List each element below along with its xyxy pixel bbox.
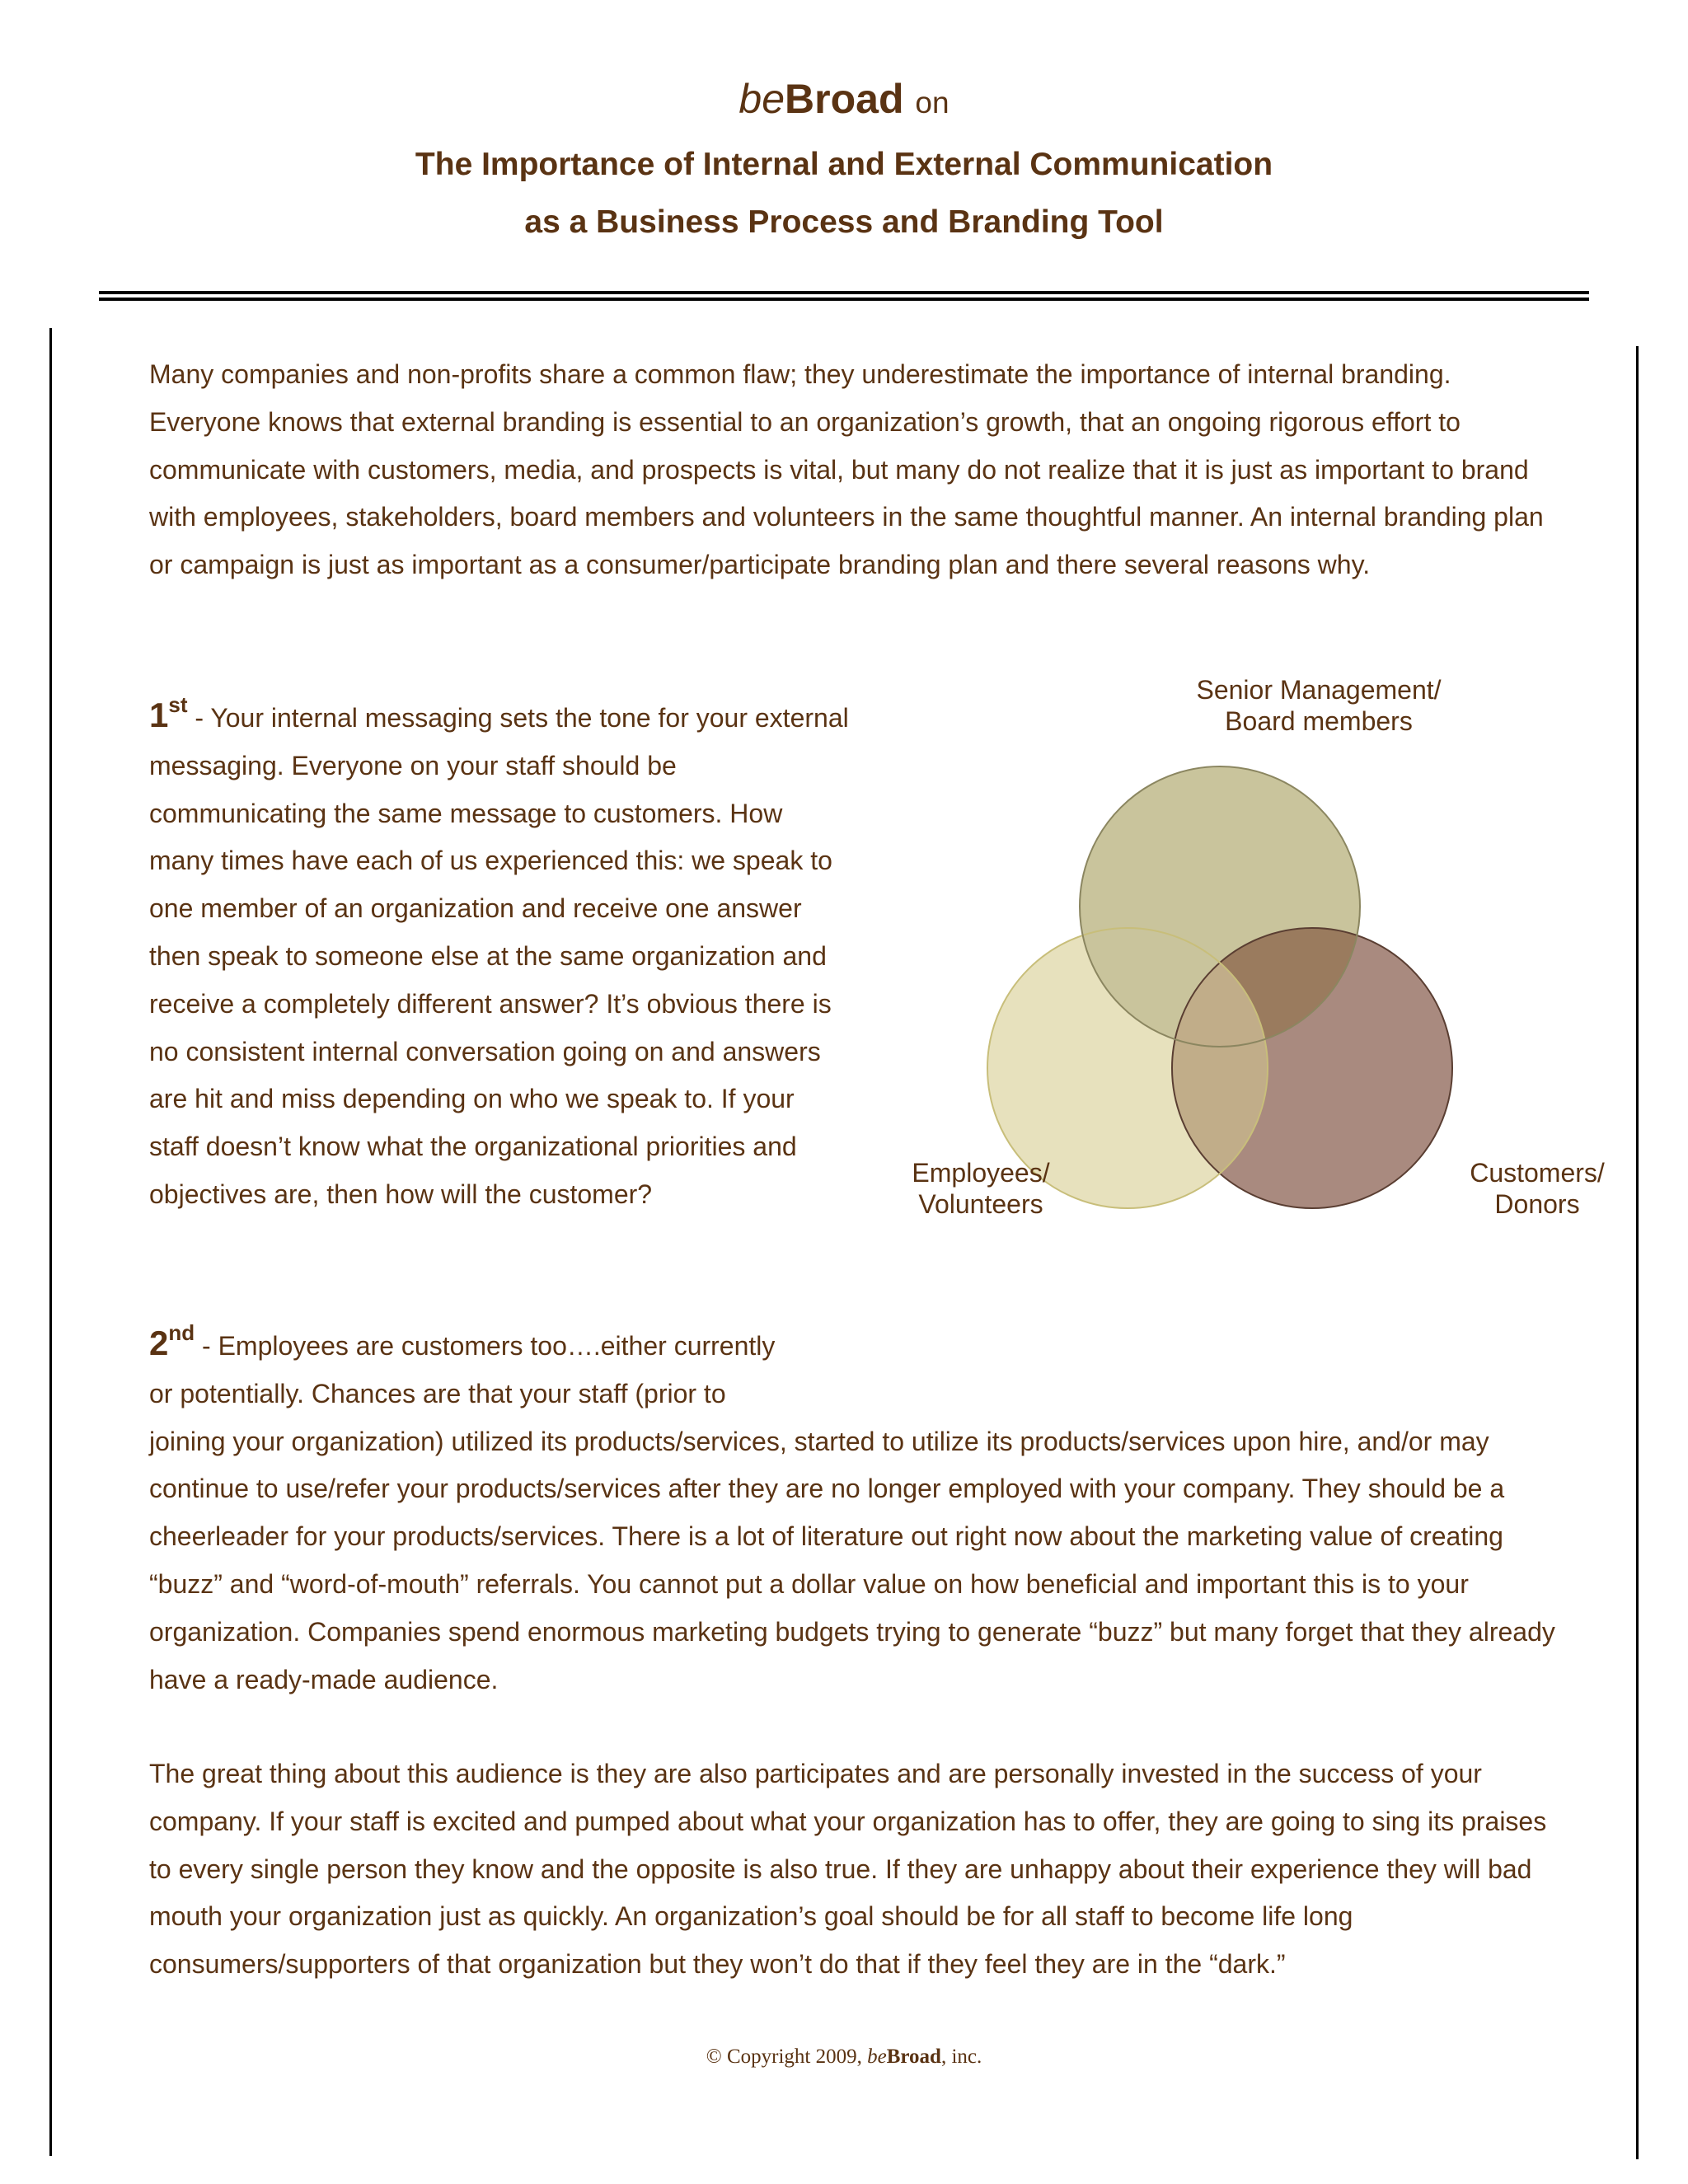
second-reason-line-2: or potentially. Chances are that your staff (prior to — [149, 1378, 726, 1408]
header-divider-top — [99, 291, 1589, 294]
second-ordinal: 2nd — [149, 1320, 195, 1362]
first-reason-text: - Your internal messaging sets the tone for your external messaging. Everyone on your staff should be communicating the same message to customers. How many times have each of us experienced this: we speak to one member of an organization and receive one answer then speak to someone else at the same organization and receive a completely different answer? It’s obvious there is no consistent internal conversation going on and answers are hit and miss depending on who we speak to. If your staff doesn’t know what the organizational priorities and objectives are, then how will the customer? — [149, 703, 849, 1209]
venn-diagram — [890, 659, 1632, 1236]
venn-label-customers: Customers/ Donors — [1470, 1158, 1605, 1219]
first-reason-paragraph — [149, 691, 850, 1219]
second-reason-rest: joining your organization) utilized its products/services, started to utilize its products/services upon hire, and/or may continue to use/refer your products/services after they are no longer employed with your company. They should be a cheerleader for your products/services. There is a lot of literature out right now about the marketing value of creating “buzz” and “word-of-mouth” referrals. You cannot put a dollar value on how beneficial and important this is to your organization. Companies spend enormous marketing budgets trying to generate “buzz” but many forget that they already have a ready-made audience. — [149, 1426, 1555, 1694]
first-ordinal: 1st — [149, 692, 188, 734]
brand-broad: Broad — [785, 76, 904, 122]
brand-on: on — [915, 86, 950, 120]
venn-label-senior-management: Senior Management/ Board members — [1196, 675, 1442, 736]
brand-be: be — [738, 76, 785, 122]
second-reason-paragraph — [149, 1319, 1567, 1704]
document-header — [0, 74, 1688, 251]
copyright-footer: © Copyright 2009, beBroad, inc. — [706, 2046, 982, 2068]
right-border — [1636, 346, 1639, 2159]
second-reason-line-1: - Employees are customers too….either currently — [195, 1331, 776, 1361]
title-line-2: as a Business Process and Branding Tool — [524, 204, 1164, 240]
third-paragraph: The great thing about this audience is they are also participates and are personally invested in the success of your company. If your staff is excited and pumped about what your organization has to offer, they are going to sing its praises to every single person they know and the opposite is also true. If they are unhappy about their experience they will bad mouth your organization just as quickly. An organization’s goal should be for all staff to become life long consumers/supporters of that organization but they won’t do that if they feel they are in the “dark.” — [149, 1759, 1547, 1980]
venn-label-employees: Employees/ Volunteers — [912, 1158, 1050, 1219]
intro-paragraph: Many companies and non-profits share a common flaw; they underestimate the importance of internal branding. Everyone knows that external branding is essential to an organization’s growth, that an ongoing rigorous effort to communicate with customers, media, and prospects is vital, but many do not realize that it is just as important to brand with employees, stakeholders, board members and volunteers in the same thoughtful manner. An internal branding plan or campaign is just as important as a consumer/participate branding plan and there several reasons why. — [149, 359, 1544, 580]
brand-title — [0, 74, 1688, 128]
left-border — [49, 328, 52, 2156]
title-line-1: The Importance of Internal and External Communication — [415, 147, 1273, 182]
header-divider-bottom — [99, 298, 1589, 301]
